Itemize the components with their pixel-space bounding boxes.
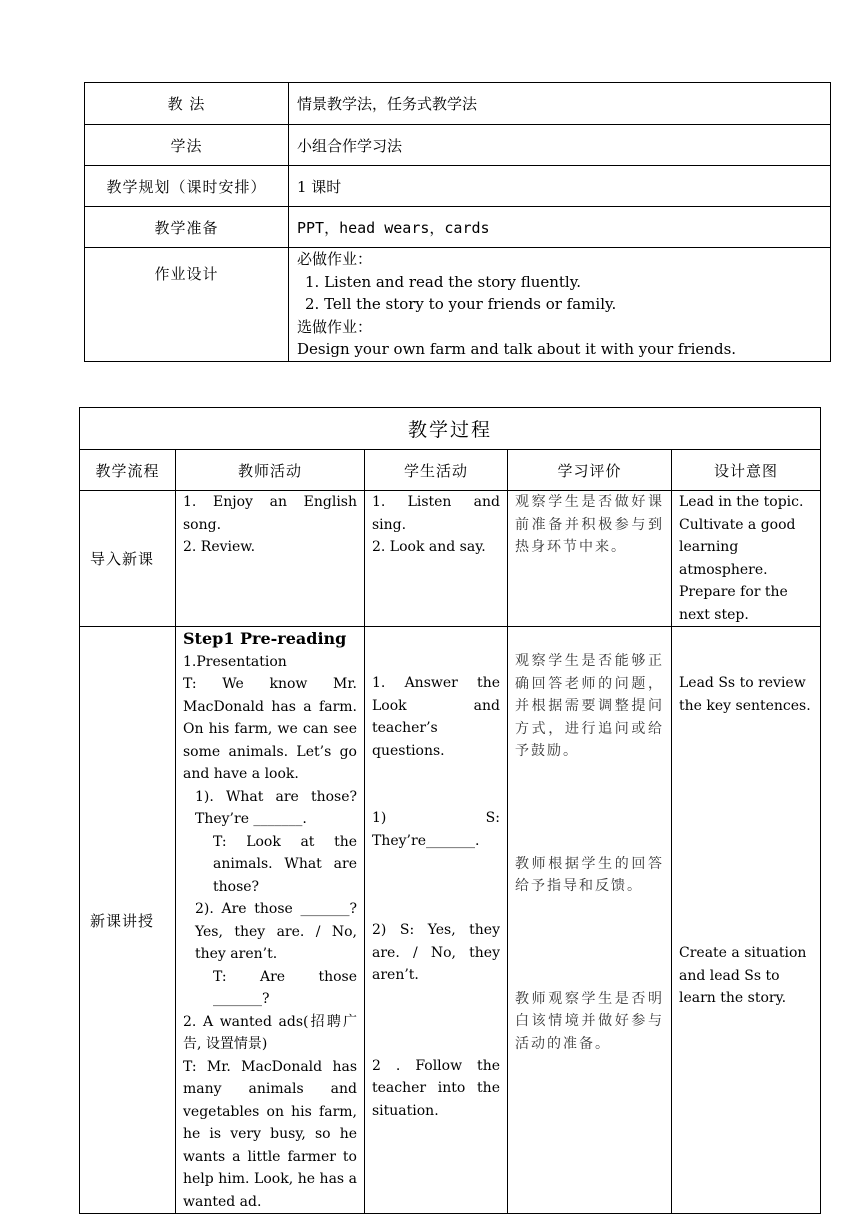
header-evaluation: 学习评价 bbox=[508, 450, 672, 491]
new-teacher-cell bbox=[176, 627, 365, 1214]
intro-evaluation: 观察学生是否做好课前准备并积极参与到热身环节中来。 bbox=[508, 491, 672, 627]
schedule-value: 1 课时 bbox=[289, 166, 831, 207]
student-answer-1: 1. Answer the Look and teacher’s questions. bbox=[372, 675, 500, 759]
teacher-wanted-ad-text: T: Mr. MacDonald has many animals and vegetables on his farm, he is very busy, so he wants a little farmer to help him. Look, he has a wanted ad. bbox=[183, 1058, 357, 1210]
new-evaluation-cell bbox=[508, 627, 672, 1214]
evaluation-2: 教师根据学生的回答给予指导和反馈。 bbox=[515, 855, 664, 894]
method-value: 情景教学法，任务式教学法 bbox=[289, 83, 831, 125]
optional-homework-title: 选做作业： bbox=[297, 317, 373, 336]
method-label: 教 法 bbox=[85, 83, 289, 125]
evaluation-1: 观察学生是否能够正确回答老师的问题，并根据需要调整提问方式，进行追问或给予鼓励。 bbox=[515, 653, 664, 759]
teacher-prompt-2: T: Are those _______? bbox=[213, 968, 357, 1007]
homework-cell bbox=[289, 248, 831, 362]
evaluation-3: 教师观察学生是否明白该情境并做好参与活动的准备。 bbox=[515, 990, 664, 1052]
required-homework-item-1: 1. Listen and read the story fluently. bbox=[305, 272, 581, 291]
preparation-value: PPT，head wears，cards bbox=[289, 207, 831, 248]
required-homework-item-2: 2. Tell the story to your friends or family. bbox=[305, 295, 617, 313]
header-stage: 教学流程 bbox=[80, 450, 176, 491]
new-intent-cell bbox=[672, 627, 821, 1214]
intro-student-item-1: 1. Listen and sing. bbox=[372, 494, 500, 533]
intro-teacher-item-1: 1. Enjoy an English song. bbox=[183, 494, 357, 533]
study-method-label: 学法 bbox=[85, 125, 289, 166]
student-answer-3: 2) S: Yes, they are. / No, they aren’t. bbox=[372, 922, 500, 983]
intent-2: Create a situation and lead Ss to learn the story. bbox=[679, 945, 807, 1006]
header-intent: 设计意图 bbox=[672, 450, 821, 491]
teacher-intro-text: T: We know Mr. MacDonald has a farm. On his farm, we can see some animals. Let’s go and have a look. bbox=[183, 676, 357, 782]
study-method-value: 小组合作学习法 bbox=[289, 125, 831, 166]
schedule-label: 教学规划（课时安排） bbox=[85, 166, 289, 207]
intro-student-cell bbox=[365, 491, 508, 627]
required-homework-title: 必做作业： bbox=[297, 250, 373, 268]
intro-student-item-2: 2. Look and say. bbox=[372, 539, 486, 555]
preparation-label: 教学准备 bbox=[85, 207, 289, 248]
process-title: 教学过程 bbox=[80, 408, 821, 450]
header-student: 学生活动 bbox=[365, 450, 508, 491]
lesson-info-table bbox=[84, 82, 831, 362]
student-answer-4: 2 . Follow the teacher into the situation. bbox=[372, 1057, 500, 1119]
presentation-subtitle: 1.Presentation bbox=[183, 653, 287, 670]
homework-label: 作业设计 bbox=[85, 248, 289, 362]
teaching-process-table bbox=[79, 407, 821, 1214]
intro-intent: Lead in the topic. Cultivate a good learning atmosphere. Prepare for the next step. bbox=[672, 491, 821, 627]
new-student-cell bbox=[365, 627, 508, 1214]
header-teacher: 教师活动 bbox=[176, 450, 365, 491]
intro-teacher-item-2: 2. Review. bbox=[183, 539, 256, 555]
question-2: 2). Are those _______? Yes, they are. / No, they aren’t. bbox=[195, 901, 357, 962]
student-answer-2: 1) S: They’re_______. bbox=[372, 810, 500, 849]
optional-homework-text: Design your own farm and talk about it with your friends. bbox=[297, 340, 737, 358]
intro-teacher-cell bbox=[176, 491, 365, 627]
question-1: 1). What are those? They’re _______. bbox=[195, 788, 357, 827]
step-title: Step1 Pre-reading bbox=[183, 629, 347, 648]
teacher-prompt-1: T: Look at the animals. What are those? bbox=[213, 833, 357, 895]
intro-stage: 导入新课 bbox=[80, 491, 176, 627]
wanted-ad-subtitle: 2. A wanted ads(招聘广告, 设置情景) bbox=[183, 1013, 357, 1052]
intent-1: Lead Ss to review the key sentences. bbox=[679, 675, 811, 714]
new-lesson-stage: 新课讲授 bbox=[80, 627, 176, 1214]
